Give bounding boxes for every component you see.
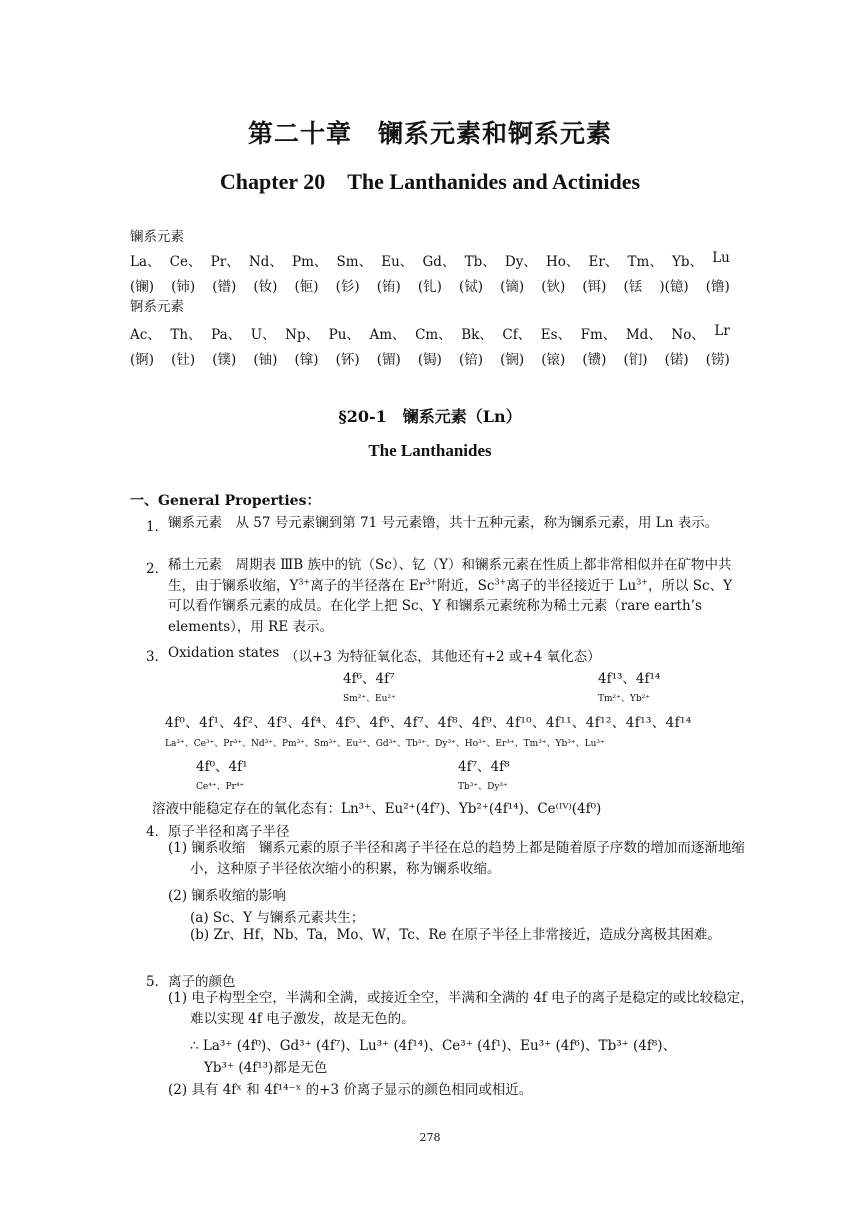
element-symbol: Lu bbox=[712, 250, 730, 266]
item5-therefore: ∴ La³⁺ (4f⁰)、Gd³⁺ (4f⁷)、Lu³⁺ (4f¹⁴)、Ce³⁺ (4f¹)、Eu³⁺ (4f⁶)、Tb³⁺ (4f⁸)、 bbox=[190, 1038, 677, 1054]
element-symbol: Lr bbox=[714, 323, 730, 339]
element-name: (钆) bbox=[417, 279, 442, 295]
chapter-title-cn: 第二十章 镧系元素和锕系元素 bbox=[247, 119, 612, 148]
item4-sub2a: (a) Sc、Y 与镧系元素共生； bbox=[190, 910, 365, 926]
element-name: (铕) bbox=[376, 279, 401, 295]
element-name: (镄) bbox=[582, 352, 607, 368]
element-symbol: Sm、 bbox=[336, 254, 373, 270]
element-symbol: Es、 bbox=[540, 327, 572, 343]
element-name: (锔) bbox=[417, 352, 442, 368]
element-name: (锘) bbox=[664, 352, 689, 368]
element-name: (锎) bbox=[500, 352, 525, 368]
element-name: (铒) bbox=[582, 279, 607, 295]
actinide-symbols-row bbox=[130, 323, 730, 343]
ox-top-right-config: 4f¹³、4f¹⁴ bbox=[598, 671, 661, 687]
item3-label: Oxidation states bbox=[168, 645, 280, 661]
element-symbol: Th、 bbox=[170, 327, 202, 343]
item3-note: （以+3 为特征氧化态，其他还有+2 或+4 氧化态） bbox=[285, 649, 601, 665]
ox-top-right-ions: Tm²⁺、Yb²⁺ bbox=[598, 694, 650, 704]
item5-therefore-cont: Yb³⁺ (4f¹³)都是无色 bbox=[204, 1060, 328, 1076]
element-symbol: Am、 bbox=[369, 327, 406, 343]
ox-main-config: 4f⁰、4f¹、4f²、4f³、4f⁴、4f⁵、4f⁶、4f⁷、4f⁸、4f⁹、4f¹⁰、4f¹¹、4f¹²、4f¹³、4f¹⁴ bbox=[165, 715, 692, 731]
element-name: (镨) bbox=[212, 279, 237, 295]
item5-number: 5． bbox=[146, 974, 169, 990]
element-name: (锕) bbox=[130, 352, 155, 368]
lanthanide-label: 镧系元素 bbox=[130, 229, 184, 245]
item3-number: 3． bbox=[146, 649, 169, 665]
element-name: (镎) bbox=[294, 352, 319, 368]
ox-main-ions: La³⁺、Ce³⁺、Pr³⁺、Nd³⁺、Pm³⁺、Sm³⁺、Eu³⁺、Gd³⁺、Tb³⁺、Dy³⁺、Ho³⁺、Er³⁺、Tm³⁺、Yb³⁺、Lu³⁺ bbox=[165, 739, 605, 749]
element-name: (钐) bbox=[335, 279, 360, 295]
section-subtitle: The Lanthanides bbox=[368, 441, 492, 460]
item5-sub1: (1) 电子构型全空，半满和全满，或接近全空，半满和全满的 4f 电子的离子是稳定的或比较稳定，难以实现 4f 电子激发，故是无色的。 bbox=[168, 990, 754, 1027]
element-symbol: Nd、 bbox=[248, 254, 283, 270]
element-name: (铈) bbox=[171, 279, 196, 295]
item1-number: 1． bbox=[146, 519, 169, 535]
item4-title: 原子半径和离子半径 bbox=[168, 824, 290, 840]
element-name: (铽) bbox=[459, 279, 484, 295]
actinide-names-row bbox=[130, 348, 730, 368]
element-name: (锫) bbox=[459, 352, 484, 368]
element-symbol: Tb、 bbox=[464, 254, 496, 270]
item2-number: 2． bbox=[146, 561, 169, 577]
element-symbol: Md、 bbox=[625, 327, 662, 343]
element-name: (铥 bbox=[623, 279, 643, 295]
element-name: (钍) bbox=[171, 352, 196, 368]
element-symbol: Dy、 bbox=[504, 254, 537, 270]
lanthanide-names-row bbox=[130, 275, 730, 295]
element-symbol: Cf、 bbox=[502, 327, 532, 343]
ox-top-left-config: 4f⁶、4f⁷ bbox=[343, 671, 395, 687]
actinide-label: 锕系元素 bbox=[130, 299, 184, 315]
element-symbol: Ce、 bbox=[169, 254, 202, 270]
chapter-title-en: Chapter 20 The Lanthanides and Actinides bbox=[219, 169, 641, 194]
item5-title: 离子的颜色 bbox=[168, 974, 236, 990]
item4-number: 4． bbox=[146, 824, 169, 840]
heading-general-properties: 一、General Properties： bbox=[130, 493, 321, 509]
element-name: (铀) bbox=[253, 352, 278, 368]
ox-top-left-ions: Sm²⁺、Eu²⁺ bbox=[343, 694, 396, 704]
element-name: (镤) bbox=[212, 352, 237, 368]
ox-bot-right-config: 4f⁷、4f⁸ bbox=[458, 759, 510, 775]
element-symbol: Cm、 bbox=[415, 327, 452, 343]
ox-bot-right-ions: Tb³⁺、Dy³⁺ bbox=[458, 782, 508, 792]
element-name: (铹) bbox=[705, 352, 730, 368]
element-name: (钚) bbox=[335, 352, 360, 368]
element-symbol: Pa、 bbox=[211, 327, 242, 343]
item5-sub2: (2) 具有 4fˣ 和 4f¹⁴⁻ˣ 的+3 价离子显示的颜色相同或相近。 bbox=[168, 1082, 533, 1098]
element-symbol: No、 bbox=[671, 327, 705, 343]
stable-oxidation-states: 溶液中能稳定存在的氧化态有：Ln³⁺、Eu²⁺(4f⁷)、Yb²⁺(4f¹⁴)、Ce⁽ᴵⱽ⁾(4f⁰) bbox=[152, 801, 602, 817]
element-symbol: Pm、 bbox=[291, 254, 328, 270]
item4-sub1: (1) 镧系收缩 镧系元素的原子半径和离子半径在总的趋势上都是随着原子序数的增加而逐渐地缩小，这种原子半径依次缩小的积累，称为镧系收缩。 bbox=[168, 840, 745, 877]
ox-bot-left-config: 4f⁰、4f¹ bbox=[196, 759, 248, 775]
element-symbol: U、 bbox=[250, 327, 276, 343]
element-name: (镥) bbox=[705, 279, 730, 295]
element-symbol: La、 bbox=[130, 254, 161, 270]
element-name: (钔) bbox=[623, 352, 648, 368]
item2-text: 稀土元素 周期表 ⅢB 族中的钪（Sc）、钇（Y）和镧系元素在性质上都非常相似并在矿物中共生，由于镧系收缩，$Y^{3+}$离子的半径落在 $Er^{3+}$附近，$Sc^{3+}$离子的半径接近于 $Lu^{3+}$，所以 Sc、Y 可以看作镧系元素的成员。在化学上把 Sc、Y 和镧系元素统称为稀土元素（rare earth’s elements），用 RE 表示。 bbox=[168, 557, 732, 635]
page-number: 278 bbox=[419, 1131, 441, 1144]
element-name: (镧) bbox=[130, 279, 155, 295]
element-name: (镝) bbox=[500, 279, 525, 295]
element-name: (镅) bbox=[376, 352, 401, 368]
section-title: §20-1 镧系元素（Ln） bbox=[338, 407, 522, 426]
element-symbol: Pr、 bbox=[210, 254, 240, 270]
element-name: (钬) bbox=[541, 279, 566, 295]
item4-sub2b: (b) Zr、Hf，Nb、Ta，Mo、W，Tc、Re 在原子半径上非常接近，造成分离极其困难。 bbox=[190, 927, 721, 943]
element-symbol: Np、 bbox=[285, 327, 320, 343]
element-symbol: Gd、 bbox=[422, 254, 456, 270]
item4-sub2: (2) 镧系收缩的影响 bbox=[168, 888, 286, 904]
element-symbol: Ho、 bbox=[545, 254, 580, 270]
element-name: (锿) bbox=[541, 352, 566, 368]
element-name: (钕) bbox=[253, 279, 278, 295]
element-symbol: Pu、 bbox=[328, 327, 360, 343]
element-symbol: Tm、 bbox=[627, 254, 663, 270]
element-symbol: Bk、 bbox=[461, 327, 493, 343]
element-symbol: Yb、 bbox=[671, 254, 704, 270]
ox-bot-left-ions: Ce⁴⁺、Pr⁴⁺ bbox=[196, 782, 245, 792]
element-symbol: Fm、 bbox=[580, 327, 617, 343]
element-name: )(镱) bbox=[659, 279, 689, 295]
item1-text: 镧系元素 从 57 号元素镧到第 71 号元素镥，共十五种元素，称为镧系元素，用 Ln 表示。 bbox=[168, 515, 719, 531]
element-symbol: Eu、 bbox=[381, 254, 414, 270]
lanthanide-symbols-row bbox=[130, 250, 730, 270]
element-name: (钷) bbox=[294, 279, 319, 295]
element-symbol: Er、 bbox=[588, 254, 619, 270]
element-symbol: Ac、 bbox=[130, 327, 161, 343]
